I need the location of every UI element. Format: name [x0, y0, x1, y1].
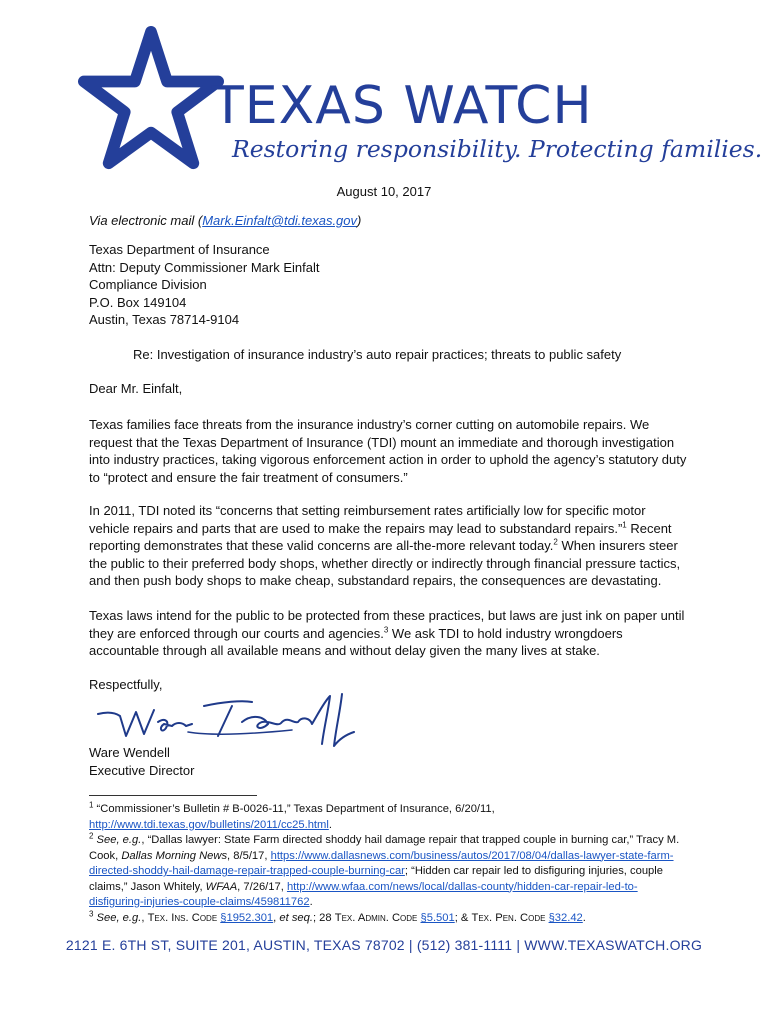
- footnote-ref-2: 2: [553, 537, 558, 547]
- statute-link[interactable]: §1952.301: [220, 911, 274, 924]
- paragraph-text: When insurers steer the public to their preferred body shops, whether directly or indirectly through financial pressure tactics, and then push body shops to make cheap, substandard repairs, the consequences are devastating.: [89, 538, 681, 588]
- footnote-text: , “Dallas lawyer: State Farm directed shoddy hail damage repair that trapped couple in burning car,” Tracy M. Cook,: [89, 834, 680, 862]
- letter-date: August 10, 2017: [336, 184, 432, 199]
- footnote-text: ,: [273, 911, 280, 924]
- paragraph-text: We ask TDI to hold industry wrongdoers accountable through all available means and without delay given the many lives at stake.: [89, 625, 623, 658]
- footnote-signal: See, e.g.: [93, 834, 142, 846]
- footnote-text: ; 28: [312, 911, 335, 924]
- footnote-text: ; &: [454, 911, 472, 924]
- footnote-2: [89, 833, 689, 911]
- signer-name: Ware Wendell: [89, 745, 170, 760]
- subject-line: Re: Investigation of insurance industry’s auto repair practices; threats to public safety: [133, 347, 622, 362]
- paragraph-text: Recent reporting demonstrates that these valid concerns are all-the-more relevant today.: [89, 520, 672, 553]
- footnote-mark: 3: [89, 908, 94, 918]
- footnote-publication: WFAA: [205, 880, 238, 893]
- footnote-mark: 2: [89, 831, 94, 841]
- statute-link[interactable]: §5.501: [420, 911, 455, 924]
- footnote-ref-3: 3: [383, 625, 389, 635]
- footnote-text: ; “Hidden car repair led to disfiguring injuries, couple claims,” Jason Whitely,: [89, 865, 663, 893]
- recipient-line: Texas Department of Insurance: [89, 242, 270, 257]
- footnote-link[interactable]: https://www.dallasnews.com/business/autos/2017/08/04/dallas-lawyer-state-farm-directed-shoddy-hail-damage-repair-trapped-couple-burning-car: [89, 849, 674, 877]
- statute-code: Tex. Ins. Code: [147, 911, 218, 924]
- footnote-text: , 8/5/17,: [227, 849, 271, 862]
- paragraph-text: Texas laws intend for the public to be protected from these practices, but laws are just ink on paper until they are enforced through our courts and agencies.: [89, 608, 685, 641]
- paragraph-text: In 2011, TDI noted its “concerns that setting reimbursement rates artificially low for specific motor vehicle repairs and parts that are used to make the repairs may lead to substandard repairs.”: [89, 503, 646, 536]
- footnote-publication: Dallas Morning News: [121, 849, 228, 862]
- footnote-text: .: [309, 896, 313, 908]
- footnote-text: .: [328, 818, 332, 831]
- org-tagline: Restoring responsibility. Protecting families.: [232, 135, 763, 163]
- recipient-line: Austin, Texas 78714-9104: [89, 312, 240, 327]
- footnote-text: , 7/26/17,: [237, 880, 287, 893]
- footer-address: 2121 E. 6TH ST, SUITE 201, AUSTIN, TEXAS 78702 | (512) 381-1111 | WWW.TEXASWATCH.ORG: [65, 937, 703, 953]
- footnote-3: [89, 908, 689, 927]
- footnote-signal: See, e.g.: [93, 911, 142, 924]
- statute-code: Tex. Admin. Code: [334, 911, 418, 924]
- footnote-link[interactable]: http://www.wfaa.com/news/local/dallas-county/hidden-car-repair-led-to-disfiguring-injuries-couple-claims/459811762: [89, 880, 638, 908]
- recipient-line: Attn: Deputy Commissioner Mark Einfalt: [89, 259, 320, 275]
- delivery-prefix: Via electronic mail (: [89, 213, 203, 228]
- recipient-address: [89, 241, 319, 329]
- footnote-text: ,: [141, 911, 148, 924]
- signer-title: Executive Director: [89, 763, 195, 778]
- org-name: TEXAS WATCH: [212, 76, 593, 136]
- footnotes: [89, 802, 689, 926]
- delivery-line: [89, 212, 361, 230]
- footnote-text: .: [582, 911, 586, 924]
- star-logo-icon: [78, 26, 224, 172]
- recipient-line: P.O. Box 149104: [89, 294, 187, 310]
- footnote-divider: [89, 795, 257, 796]
- footnote-text: “Commissioner’s Bulletin # B-0026-11,” Texas Department of Insurance, 6/20/11,: [93, 803, 495, 815]
- closing: Respectfully,: [89, 677, 163, 692]
- statute-link[interactable]: §32.42: [548, 911, 583, 924]
- body-paragraph-3: [89, 607, 689, 660]
- footnote-signal: et seq.: [279, 911, 313, 924]
- footnote-mark: 1: [89, 800, 94, 810]
- body-paragraph-2: [89, 502, 689, 590]
- statute-code: Tex. Pen. Code: [471, 911, 546, 924]
- salutation: Dear Mr. Einfalt,: [89, 381, 183, 396]
- recipient-line: Compliance Division: [89, 277, 207, 292]
- delivery-suffix: ): [357, 213, 362, 228]
- body-paragraph-1: Texas families face threats from the insurance industry’s corner cutting on automobile repairs. We request that the Texas Department of Insurance (TDI) mount an immediate and thorough investigation into industry practices, taking vigorous enforcement action in order to uphold the agency’s statutory duty to “protect and ensure the fair treatment of consumers.”: [89, 417, 687, 485]
- recipient-email-link[interactable]: Mark.Einfalt@tdi.texas.gov: [202, 213, 358, 228]
- footnote-link[interactable]: http://www.tdi.texas.gov/bulletins/2011/cc25.html: [89, 818, 329, 831]
- footnote-ref-1: 1: [622, 520, 627, 530]
- footnote-1: [89, 802, 689, 833]
